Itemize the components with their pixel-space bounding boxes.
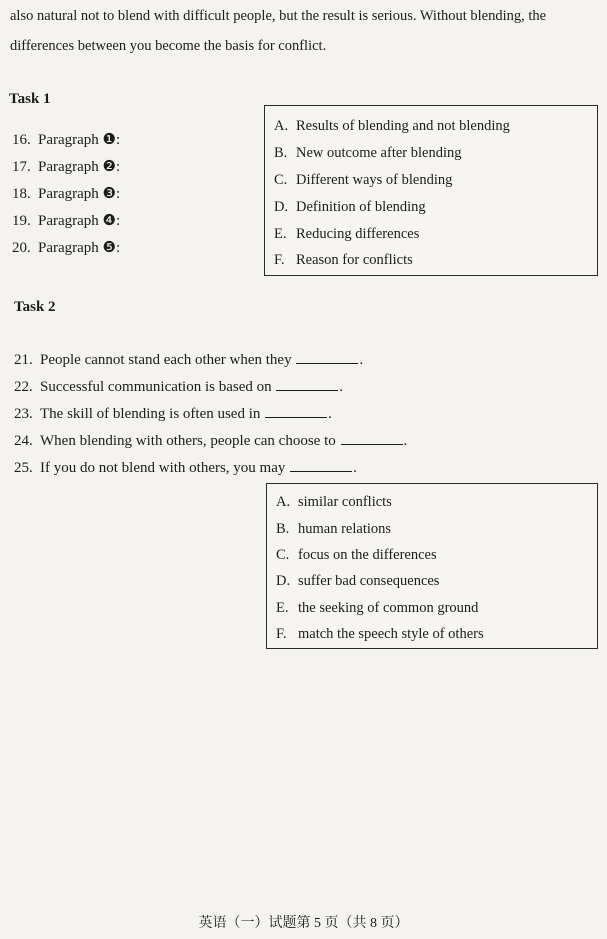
option-text: Different ways of blending [296, 172, 453, 188]
option-key: D. [274, 199, 289, 215]
answer-blank [265, 405, 327, 418]
task-1-option-e [274, 226, 419, 243]
option-text: similar conflicts [298, 494, 392, 510]
question-end: . [359, 352, 364, 368]
question-number: 23. [14, 406, 33, 422]
option-text: Reason for conflicts [296, 252, 413, 268]
task-2-option-c [276, 547, 437, 564]
question-end: . [403, 433, 408, 449]
task-1-option-b [274, 145, 461, 162]
option-text: suffer bad consequences [298, 573, 440, 589]
option-key: F. [276, 626, 287, 642]
question-21 [14, 351, 363, 369]
option-text: Definition of blending [296, 199, 426, 215]
option-text: human relations [298, 521, 392, 537]
question-number: 18. [12, 186, 31, 202]
option-text: Reducing differences [296, 226, 420, 242]
question-end: . [353, 460, 357, 476]
question-19 [12, 211, 120, 230]
question-number: 25. [14, 460, 33, 476]
question-text: Paragraph ❷: [38, 159, 121, 175]
option-key: C. [276, 547, 290, 563]
question-25 [14, 459, 357, 477]
question-text: The skill of blending is often used in [40, 406, 261, 422]
intro-line-2: differences between you become the basis for conflict. [10, 38, 327, 54]
question-20 [12, 238, 120, 257]
page-footer: 英语（一）试题第 5 页（共 8 页） [198, 916, 409, 931]
question-text: Paragraph ❸: [38, 186, 121, 202]
answer-blank [341, 432, 403, 445]
question-text: People cannot stand each other when they [40, 352, 292, 368]
question-text: Paragraph ❶: [38, 132, 121, 148]
question-number: 22. [14, 379, 33, 395]
question-end: . [339, 379, 344, 395]
task-2-option-e [276, 600, 478, 617]
option-text: Results of blending and not blending [296, 118, 510, 134]
option-text: match the speech style of others [298, 626, 484, 642]
intro-line-1: also natural not to blend with difficult people, but the result is serious. Without blending, the [10, 8, 547, 24]
question-18 [12, 184, 120, 203]
task-1-title: Task 1 [9, 91, 51, 107]
answer-blank [276, 378, 338, 391]
question-text: Paragraph ❺: [38, 240, 121, 256]
task-1-options-box [264, 105, 598, 276]
option-key: A. [276, 494, 291, 510]
task-2-option-d [276, 573, 439, 590]
task-2-title: Task 2 [14, 299, 56, 315]
question-number: 16. [12, 132, 31, 148]
option-key: B. [276, 521, 290, 537]
question-24 [14, 432, 407, 450]
question-number: 19. [12, 213, 31, 229]
task-1-option-f [274, 252, 413, 269]
task-2-option-f [276, 626, 484, 643]
task-2-options-box [266, 483, 598, 649]
option-key: A. [274, 118, 289, 134]
question-text: If you do not blend with others, you may [40, 460, 286, 476]
question-22 [14, 378, 343, 396]
question-23 [14, 405, 332, 423]
question-number: 21. [14, 352, 33, 368]
option-key: E. [274, 226, 287, 242]
option-key: B. [274, 145, 288, 161]
question-number: 20. [12, 240, 31, 256]
task-2-option-a [276, 494, 392, 511]
question-text: Paragraph ❹: [38, 213, 121, 229]
task-1-option-a [274, 118, 510, 135]
task-1-option-c [274, 172, 452, 189]
question-text: Successful communication is based on [40, 379, 272, 395]
answer-blank [296, 351, 358, 364]
option-key: F. [274, 252, 285, 268]
answer-blank [290, 459, 352, 472]
question-number: 17. [12, 159, 31, 175]
task-1-option-d [274, 199, 426, 216]
option-text: New outcome after blending [296, 145, 462, 161]
question-17 [12, 157, 120, 176]
option-key: D. [276, 573, 291, 589]
question-end: . [328, 406, 332, 422]
option-text: focus on the differences [298, 547, 437, 563]
option-text: the seeking of common ground [298, 600, 479, 616]
task-2-option-b [276, 521, 391, 538]
option-key: C. [274, 172, 288, 188]
question-16 [12, 130, 120, 149]
question-text: When blending with others, people can choose to [40, 433, 336, 449]
option-key: E. [276, 600, 289, 616]
question-number: 24. [14, 433, 33, 449]
